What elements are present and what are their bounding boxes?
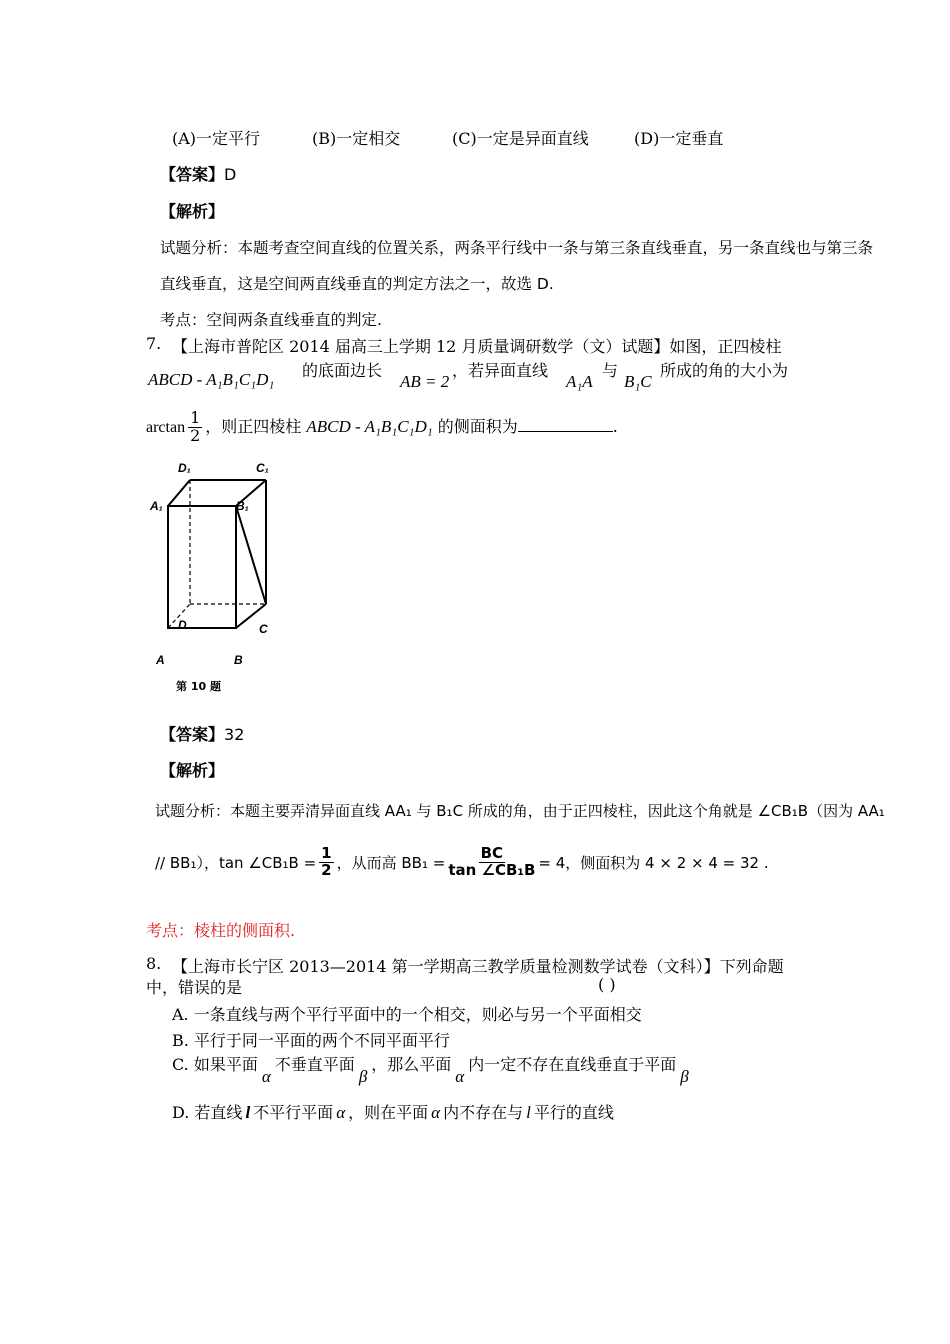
option-c: (C)一定是异面直线 bbox=[452, 129, 589, 148]
c-mid1: 不垂直平面 bbox=[274, 1055, 355, 1074]
q6-kaodian: 考点：空间两条直线垂直的判定. bbox=[160, 311, 382, 329]
label-a: A bbox=[156, 653, 165, 667]
label-c: C bbox=[259, 622, 268, 636]
q6-answer bbox=[160, 162, 236, 185]
answer-blank bbox=[518, 417, 613, 432]
answer-label: 【答案】 bbox=[160, 165, 225, 184]
d-mid2: ，则在平面 bbox=[348, 1103, 429, 1122]
frac-num: BC bbox=[480, 844, 504, 862]
option-a: (A)一定平行 bbox=[172, 129, 261, 148]
alpha: α bbox=[431, 1103, 441, 1122]
label-a1: A₁ bbox=[150, 499, 163, 513]
q7-answer bbox=[160, 722, 244, 745]
q7-kaodian: 考点：棱柱的侧面积. bbox=[146, 921, 296, 940]
c-pre: C. 如果平面 bbox=[172, 1055, 258, 1074]
analysis-seg-b: ，从而高 BB₁ = bbox=[336, 853, 446, 872]
analysis-seg-a: // BB₁），tan ∠CB₁B = bbox=[155, 853, 317, 872]
answer-value: D bbox=[224, 165, 237, 184]
option-d: (D)一定垂直 bbox=[634, 129, 724, 148]
frac-num: 1 bbox=[190, 408, 201, 427]
figure-caption: 第 10 题 bbox=[176, 680, 221, 693]
frac-num: 1 bbox=[321, 844, 332, 862]
c-mid2: ，那么平面 bbox=[371, 1055, 452, 1074]
q6-analysis-line2: 直线垂直，这是空间两直线垂直的判定方法之一，故选 D. bbox=[160, 275, 554, 293]
label-b1: B₁ bbox=[236, 499, 249, 513]
c-mid3: 内一定不存在直线垂直于平面 bbox=[468, 1055, 677, 1074]
alpha: α bbox=[261, 1067, 271, 1086]
q7-source: 【上海市普陀区 2014 届高三上学期 12 月质量调研数学（文）试题】如图，正四棱柱 bbox=[172, 337, 782, 356]
q7-line3 bbox=[146, 410, 618, 445]
q8-option-d bbox=[172, 1100, 614, 1123]
q6-analysis-label: 【解析】 bbox=[160, 202, 225, 221]
label-c1: C₁ bbox=[256, 461, 269, 475]
q7-text-b: ，若异面直线 bbox=[452, 361, 549, 380]
d-mid3: 内不存在与 bbox=[443, 1103, 524, 1122]
q7-prism-name-2: ABCD - A₁B₁C₁D₁ bbox=[306, 416, 433, 436]
q8-option-c bbox=[172, 1052, 693, 1086]
line-l: l bbox=[526, 1103, 531, 1122]
option-b: (B)一定相交 bbox=[312, 129, 401, 148]
label-d: D bbox=[178, 618, 187, 632]
front-face bbox=[168, 506, 236, 628]
label-d1: D₁ bbox=[178, 461, 191, 475]
q8-paren: ( ) bbox=[598, 975, 616, 994]
frac-den: 2 bbox=[190, 425, 201, 445]
q7-number: 7. bbox=[146, 334, 162, 353]
q7-text-e: ，则正四棱柱 bbox=[205, 416, 302, 436]
q7-ab-eq: AB = 2 bbox=[400, 372, 450, 391]
beta: β bbox=[358, 1067, 368, 1086]
segment-b1c bbox=[236, 506, 266, 604]
q7-text-d: 所成的角的大小为 bbox=[660, 361, 789, 380]
q8-line2: 中，错误的是 bbox=[146, 978, 243, 997]
q8-number: 8. bbox=[146, 954, 162, 973]
answer-label: 【答案】 bbox=[160, 725, 225, 744]
d-mid1: 不平行平面 bbox=[253, 1103, 334, 1122]
q7-text-f: 的侧面积为 bbox=[437, 416, 518, 436]
q7-line1: A₁A bbox=[566, 372, 593, 391]
q6-analysis-line1: 试题分析：本题考查空间直线的位置关系，两条平行线中一条与第三条直线垂直，另一条直线也与第三条 bbox=[160, 239, 874, 257]
q8-source: 【上海市长宁区 2013—2014 第一学期高三教学质量检测数学试卷（文科）】下列命题 bbox=[172, 957, 784, 976]
line-l: l bbox=[245, 1103, 251, 1122]
arctan: arctan bbox=[146, 418, 186, 436]
analysis-seg-c: = 4，侧面积为 4 × 2 × 4 = 32 . bbox=[538, 853, 769, 872]
q7-analysis-label: 【解析】 bbox=[160, 761, 225, 780]
fraction-height bbox=[448, 846, 535, 879]
q7-analysis-line2 bbox=[155, 846, 769, 879]
q7-prism-name: ABCD - A₁B₁C₁D₁ bbox=[148, 370, 275, 389]
d-end: 平行的直线 bbox=[533, 1103, 614, 1122]
prism-figure bbox=[148, 458, 288, 698]
q8-option-b: B. 平行于同一平面的两个不同平面平行 bbox=[172, 1031, 450, 1050]
answer-value: 32 bbox=[224, 725, 245, 744]
alpha: α bbox=[455, 1067, 465, 1086]
frac-den: tan ∠CB₁B bbox=[448, 860, 536, 879]
q7-line2: B₁C bbox=[624, 372, 652, 391]
d-pre: D. 若直线 bbox=[172, 1103, 243, 1122]
q7-text-a: 的底面边长 bbox=[302, 361, 383, 380]
fraction-half bbox=[188, 410, 202, 445]
q7-period: . bbox=[612, 416, 618, 436]
q7-analysis-line1: 试题分析：本题主要弄清异面直线 AA₁ 与 B₁C 所成的角，由于正四棱柱，因此这个角就是 ∠CB₁B（因为 AA₁ bbox=[155, 802, 885, 820]
label-b: B bbox=[234, 653, 243, 667]
fraction-tan bbox=[319, 846, 333, 879]
frac-den: 2 bbox=[321, 860, 332, 879]
alpha: α bbox=[336, 1103, 346, 1122]
beta: β bbox=[680, 1067, 689, 1086]
q8-option-a: A. 一条直线与两个平行平面中的一个相交，则必与另一个平面相交 bbox=[172, 1005, 642, 1024]
q7-text-c: 与 bbox=[602, 361, 619, 380]
